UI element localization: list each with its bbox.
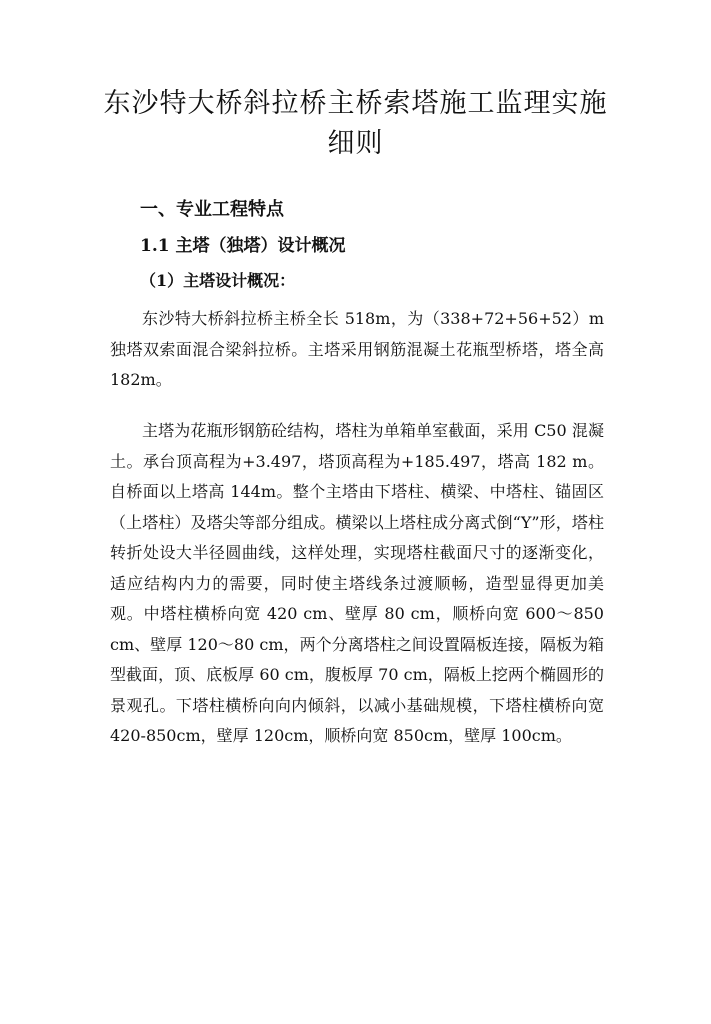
section-heading: 一、专业工程特点 xyxy=(140,199,284,220)
body-paragraph-structure: 主塔为花瓶形钢筋砼结构，塔柱为单箱单室截面，采用 C50 混凝土。承台顶高程为+3.497，塔顶高程为+185.497，塔高 182 m。自桥面以上塔高 144m。整个主塔由下塔柱、横梁、中塔柱、锚固区（上塔柱）及塔尖等部分组成。横梁以上塔柱成分离式倒“Y”形，塔柱转折处设大半径圆曲线，这样处理，实现塔柱截面尺寸的逐渐变化，适应结构内力的需要，同时使主塔线条过渡顺畅，造型显得更加美观。中塔柱横桥向宽 420 cm、壁厚 80 cm，顺桥向宽 600～850 cm、壁厚 120～80 cm，两个分离塔柱之间设置隔板连接，隔板为箱型截面，顶、底板厚 60 cm，腹板厚 70 cm，隔板上挖两个椭圆形的景观孔。下塔柱横桥向向内倾斜，以减小基础规模，下塔柱横桥向宽 420-850cm，壁厚 120cm，顺桥向宽 850cm，壁厚 100cm。 xyxy=(110,421,604,745)
sub-subsection-heading: （1）主塔设计概况： xyxy=(140,271,296,290)
body-paragraph-overview: 东沙特大桥斜拉桥主桥全长 518m，为（338+72+56+52）m 独塔双索面混合梁斜拉桥。主塔采用钢筋混凝土花瓶型桥塔，塔全高 182m。 xyxy=(110,309,604,389)
subsection-heading: 1.1 主塔（独塔）设计概况 xyxy=(140,236,346,256)
document-title: 东沙特大桥斜拉桥主桥索塔施工监理实施细则 xyxy=(103,88,608,159)
